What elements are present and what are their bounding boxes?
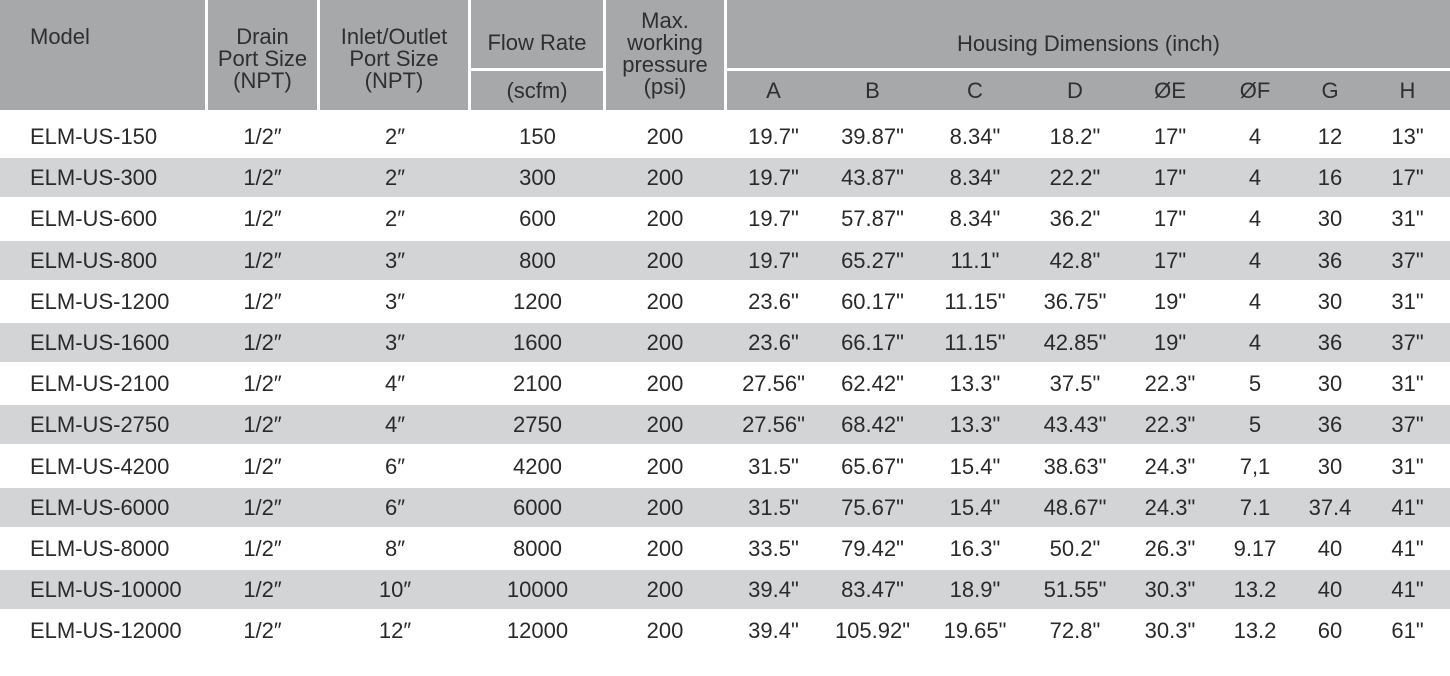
cell-inlet-outlet: 4″ [384,412,406,438]
cell-dim-d: 36.2" [1049,206,1101,232]
cell-flow-rate: 800 [519,247,556,273]
cell-model: ELM-US-8000 [30,536,170,561]
cell-dim-b: 66.17" [841,330,904,355]
cell-flow-rate: 6000 [513,494,562,520]
cell-dim-e: 30.3" [1144,577,1196,603]
cell-pressure: 200 [646,288,684,314]
cell-inlet-outlet: 2″ [384,124,406,149]
cell-dim-g: 40 [1317,577,1343,603]
header-drain-line3: (NPT) [233,68,292,93]
cell-dim-f: 4 [1248,206,1262,232]
cell-dim-h: 61" [1391,618,1424,644]
cell-dim-d: 51.55" [1043,577,1107,603]
header-dim-b [820,71,925,110]
table-row [0,529,1450,568]
cell-pressure: 200 [646,577,684,603]
cell-dim-g: 60 [1317,618,1343,644]
header-dim-h [1365,71,1450,110]
header-model-label: Model [30,24,90,49]
table-row [0,405,1450,444]
cell-dim-b: 65.27" [841,247,904,273]
cell-flow-rate: 4200 [513,453,562,479]
cell-dim-e: 22.3" [1144,371,1196,397]
cell-inlet-outlet: 10″ [378,577,412,603]
table-row [0,611,1450,650]
header-dim-d [1025,71,1125,110]
cell-dim-d: 43.43" [1043,412,1107,438]
cell-dim-c: 15.4" [949,494,1001,520]
cell-dim-h: 37" [1391,412,1424,438]
cell-dim-h: 31" [1391,206,1424,232]
cell-inlet-outlet: 4″ [384,371,406,397]
header-dim-a [727,71,820,110]
table-row [0,323,1450,362]
cell-dim-c: 19.65" [943,618,1007,644]
cell-pressure: 200 [646,536,684,561]
cell-dim-b: 65.67" [841,453,904,479]
cell-flow-rate: 2100 [513,371,562,397]
header-dim-e [1125,71,1215,110]
cell-drain-port: 1/2″ [243,453,282,479]
cell-dim-c: 13.3" [949,371,1001,397]
cell-flow-rate: 12000 [506,618,569,644]
cell-dim-h: 13" [1391,124,1424,149]
header-drain-line2: Port Size [217,46,308,71]
cell-dim-a: 39.4" [748,577,799,603]
cell-model: ELM-US-12000 [30,618,182,644]
cell-dim-g: 40 [1317,536,1343,561]
cell-flow-rate: 150 [519,124,556,149]
cell-dim-c: 11.1" [950,247,1000,273]
cell-drain-port: 1/2″ [243,618,282,644]
cell-dim-e: 17" [1153,247,1187,273]
cell-dim-e: 26.3" [1144,536,1196,561]
cell-model: ELM-US-150 [30,124,158,149]
cell-model: ELM-US-600 [30,206,158,232]
header-dim-g [1295,71,1365,110]
cell-dim-e: 17" [1153,206,1187,232]
table-row [0,364,1450,403]
header-dim-c [925,71,1025,110]
cell-dim-g: 36 [1317,247,1343,273]
header-inlet-outlet [320,0,468,110]
cell-dim-b: 57.87" [841,206,904,232]
cell-drain-port: 1/2″ [243,124,282,149]
cell-drain-port: 1/2″ [243,577,282,603]
cell-dim-d: 42.85" [1043,330,1107,355]
cell-dim-h: 41" [1391,494,1424,520]
cell-dim-d: 48.67" [1043,494,1107,520]
cell-dim-e: 19" [1153,330,1187,355]
cell-dim-f: 4 [1248,247,1262,273]
cell-dim-a: 23.6" [748,330,799,355]
cell-dim-c: 13.3" [949,412,1001,438]
cell-dim-g: 36 [1317,330,1343,355]
cell-dim-e: 19" [1153,288,1187,314]
cell-pressure: 200 [646,453,684,479]
cell-model: ELM-US-300 [30,165,158,191]
cell-dim-b: 62.42" [841,371,904,397]
header-inlet-line2: Port Size [349,46,439,71]
cell-drain-port: 1/2″ [243,288,282,314]
cell-flow-rate: 1600 [513,330,562,355]
header-max-pressure [606,0,724,110]
cell-dim-d: 37.5" [1049,371,1101,397]
header-flow-unit-label: (scfm) [506,77,568,103]
header-drain-port [208,0,317,110]
cell-pressure: 200 [646,412,684,438]
cell-inlet-outlet: 2″ [384,206,406,232]
cell-pressure: 200 [646,165,684,191]
cell-inlet-outlet: 6″ [384,494,406,520]
table-row [0,117,1450,156]
cell-inlet-outlet: 2″ [384,165,406,191]
cell-model: ELM-US-2750 [30,412,170,438]
cell-dim-e: 22.3" [1144,412,1196,438]
table-row [0,570,1450,609]
cell-dim-a: 27.56" [742,412,805,438]
cell-pressure: 200 [646,494,684,520]
cell-dim-f: 4 [1248,124,1262,149]
cell-dim-h: 31" [1391,288,1424,314]
cell-dim-h: 37" [1391,247,1424,273]
cell-dim-f: 4 [1248,288,1262,314]
cell-inlet-outlet: 3″ [384,330,406,355]
cell-drain-port: 1/2″ [243,165,282,191]
cell-dim-f: 5 [1248,412,1262,438]
header-pressure-line3: pressure [622,52,708,77]
header-dim-f [1215,71,1295,110]
header-dim-a-label: A [766,77,781,103]
cell-dim-b: 43.87" [841,165,904,191]
cell-dim-b: 60.17" [841,288,904,314]
cell-inlet-outlet: 3″ [384,288,406,314]
table-row [0,199,1450,238]
cell-dim-g: 37.4 [1308,494,1352,520]
cell-dim-f: 9.17 [1233,536,1277,561]
cell-drain-port: 1/2″ [243,330,282,355]
cell-flow-rate: 600 [519,206,556,232]
table-row [0,241,1450,280]
header-pressure-line2: working [627,30,703,55]
cell-dim-a: 33.5" [748,536,799,561]
header-pressure-line1: Max. [641,8,689,33]
cell-model: ELM-US-4200 [30,453,170,479]
cell-dim-c: 18.9" [949,577,1001,603]
header-flow-rate [471,0,603,68]
cell-dim-f: 7,1 [1239,453,1271,479]
cell-flow-rate: 300 [519,165,556,191]
cell-dim-a: 19.7" [748,124,799,149]
header-flow-unit [471,71,603,110]
cell-model: ELM-US-1200 [30,288,170,314]
cell-pressure: 200 [646,247,684,273]
cell-drain-port: 1/2″ [243,206,282,232]
header-dim-e-label: ØE [1154,77,1186,103]
cell-dim-b: 79.42" [841,536,904,561]
cell-dim-g: 30 [1317,288,1343,314]
cell-dim-e: 24.3" [1144,494,1196,520]
cell-inlet-outlet: 3″ [384,247,406,273]
cell-model: ELM-US-6000 [30,494,170,520]
table-row [0,282,1450,321]
header-drain-line1: Drain [236,24,289,49]
cell-dim-a: 19.7" [748,206,799,232]
cell-dim-d: 42.8" [1049,247,1101,273]
cell-flow-rate: 2750 [513,412,562,438]
cell-inlet-outlet: 8″ [384,536,406,561]
cell-dim-a: 27.56" [742,371,805,397]
header-housing-label: Housing Dimensions (inch) [957,31,1220,56]
cell-dim-b: 105.92" [834,618,911,644]
cell-dim-e: 17" [1153,165,1187,191]
cell-drain-port: 1/2″ [243,536,282,561]
header-dim-f-label: ØF [1239,77,1271,103]
cell-inlet-outlet: 12″ [378,618,412,644]
cell-flow-rate: 8000 [513,536,562,561]
cell-dim-e: 30.3" [1144,618,1196,644]
cell-pressure: 200 [646,371,684,397]
cell-dim-c: 11.15" [944,288,1006,314]
cell-pressure: 200 [646,124,684,149]
cell-dim-f: 5 [1248,371,1262,397]
cell-dim-c: 16.3" [949,536,1001,561]
cell-dim-b: 68.42" [841,412,904,438]
cell-dim-g: 16 [1317,165,1343,191]
cell-dim-d: 22.2" [1049,165,1101,191]
cell-pressure: 200 [646,618,684,644]
cell-model: ELM-US-10000 [30,577,182,603]
cell-dim-f: 4 [1248,330,1262,355]
header-inlet-line3: (NPT) [364,68,424,93]
cell-dim-g: 30 [1317,206,1343,232]
cell-dim-h: 31" [1391,453,1424,479]
cell-dim-g: 12 [1317,124,1343,149]
table-row [0,158,1450,197]
cell-drain-port: 1/2″ [243,371,282,397]
cell-pressure: 200 [646,206,684,232]
cell-dim-a: 19.7" [748,165,799,191]
table-row [0,488,1450,527]
cell-dim-f: 13.2 [1233,577,1277,603]
cell-dim-d: 50.2" [1049,536,1101,561]
cell-flow-rate: 10000 [506,577,569,603]
cell-drain-port: 1/2″ [243,412,282,438]
cell-model: ELM-US-1600 [30,330,170,355]
header-flow-rate-label: Flow Rate [487,30,587,55]
cell-drain-port: 1/2″ [243,247,282,273]
cell-dim-a: 39.4" [748,618,799,644]
cell-dim-c: 8.34" [949,124,1001,149]
cell-dim-d: 36.75" [1043,288,1107,314]
cell-drain-port: 1/2″ [243,494,282,520]
cell-dim-f: 7.1 [1239,494,1271,520]
cell-model: ELM-US-2100 [30,371,170,397]
header-pressure-line4: (psi) [643,74,687,99]
cell-model: ELM-US-800 [30,247,158,273]
cell-dim-h: 31" [1391,371,1424,397]
cell-dim-b: 39.87" [841,124,904,149]
cell-dim-h: 17" [1391,165,1424,191]
header-dim-b-label: B [865,77,880,103]
cell-dim-h: 37" [1391,330,1424,355]
cell-dim-c: 15.4" [949,453,1001,479]
cell-dim-a: 19.7" [748,247,799,273]
header-dim-h-label: H [1399,77,1416,103]
header-inlet-line1: Inlet/Outlet [340,24,448,49]
header-housing-dimensions [727,0,1450,68]
cell-dim-h: 41" [1391,536,1424,561]
cell-dim-g: 30 [1317,371,1343,397]
cell-dim-d: 18.2" [1049,124,1101,149]
cell-dim-e: 24.3" [1144,453,1196,479]
cell-dim-g: 30 [1317,453,1343,479]
header-dim-g-label: G [1321,77,1339,103]
cell-dim-a: 23.6" [748,288,799,314]
cell-dim-b: 83.47" [841,577,904,603]
cell-dim-b: 75.67" [841,494,904,520]
cell-dim-d: 72.8" [1049,618,1101,644]
cell-dim-g: 36 [1317,412,1343,438]
cell-dim-a: 31.5" [748,494,799,520]
cell-dim-c: 8.34" [949,165,1001,191]
cell-dim-e: 17" [1153,124,1187,149]
cell-inlet-outlet: 6″ [384,453,406,479]
cell-dim-h: 41" [1391,577,1424,603]
cell-flow-rate: 1200 [513,288,562,314]
cell-dim-c: 8.34" [949,206,1001,232]
header-model [0,0,205,110]
cell-dim-f: 13.2 [1233,618,1277,644]
table-row [0,447,1450,486]
header-dim-d-label: D [1067,77,1083,103]
cell-dim-f: 4 [1248,165,1262,191]
cell-dim-d: 38.63" [1043,453,1107,479]
cell-dim-a: 31.5" [748,453,799,479]
cell-pressure: 200 [646,330,684,355]
cell-dim-c: 11.15" [944,330,1006,355]
header-dim-c-label: C [967,77,983,103]
